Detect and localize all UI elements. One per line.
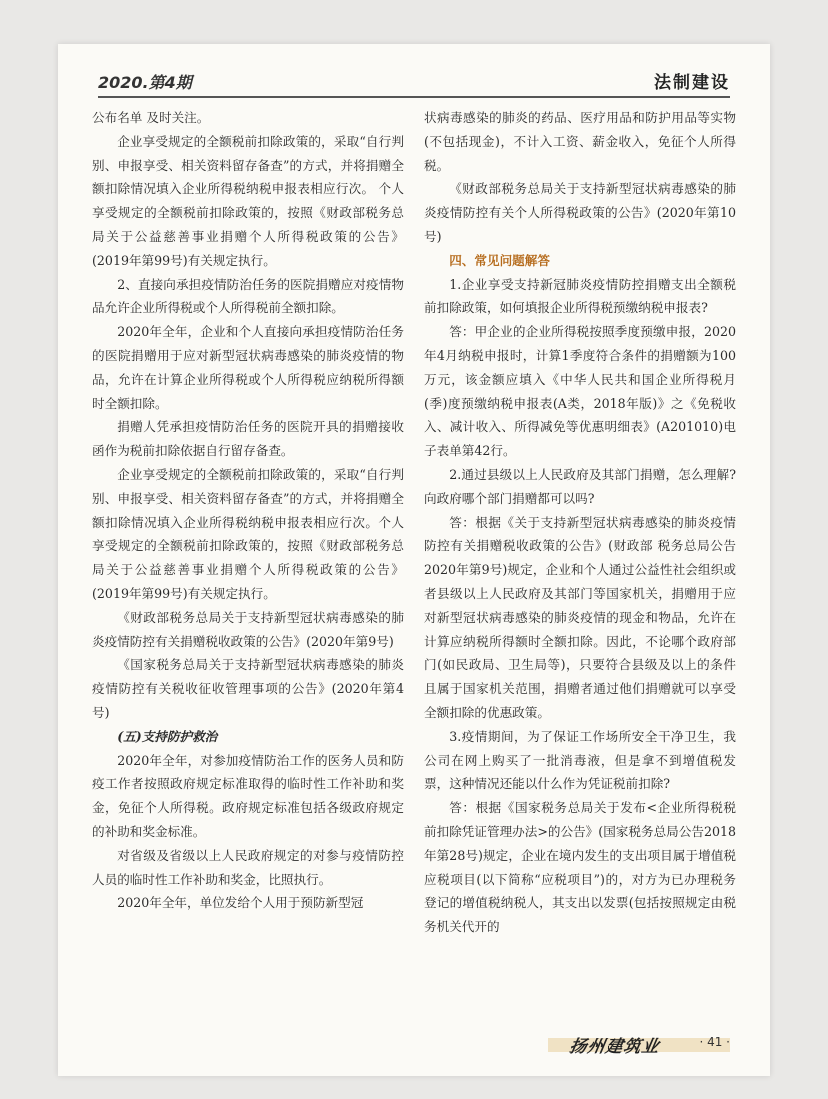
journal-page [58, 44, 770, 1076]
magazine-logo: 扬州建筑业 [567, 1037, 662, 1057]
paragraph: 《国家税务总局关于支持新型冠状病毒感染的肺炎疫情防控有关税收征收管理事项的公告》(2020年第4号) [92, 657, 404, 720]
paragraph: 状病毒感染的肺炎的药品、医疗用品和防护用品等实物(不包括现金)，不计入工资、薪金收入，免征个人所得税。 [424, 110, 736, 173]
page-header [98, 70, 730, 96]
paragraph: 《财政部税务总局关于支持新型冠状病毒感染的肺炎疫情防控有关捐赠税收政策的公告》(2020年第9号) [92, 609, 404, 649]
header-rule [98, 96, 730, 98]
paragraph: 公布名单 及时关注。 [92, 110, 210, 125]
page-number: · 41 · [699, 1035, 730, 1049]
issue-label: 2020.第4期 [98, 73, 192, 92]
paragraph: 答：根据《国家税务总局关于发布<企业所得税税前扣除凭证管理办法>的公告》(国家税务总局公告2018年第28号)规定，企业在境内发生的支出项目属于增值税应税项目(以下简称“应税项目”)的，对方为已办理税务登记的增值税纳税人，其支出以发票(包括按照规定由税务机关代开的 [424, 800, 736, 935]
paragraph: 《财政部税务总局关于支持新型冠状病毒感染的肺炎疫情防控有关个人所得税政策的公告》(2020年第10号) [424, 181, 736, 244]
column-title: 法制建设 [654, 73, 730, 93]
paragraph: 2020年全年，企业和个人直接向承担疫情防治任务的医院捐赠用于应对新型冠状病毒感染的肺炎疫情的物品，允许在计算企业所得税或个人所得税应纳税所得额时全额扣除。 [92, 324, 404, 411]
paragraph: 1.企业享受支持新冠肺炎疫情防控捐赠支出全额税前扣除政策，如何填报企业所得税预缴纳税申报表? [424, 276, 736, 316]
paragraph: 对省级及省级以上人民政府规定的对参与疫情防控人员的临时性工作补助和奖金，比照执行。 [92, 847, 404, 887]
paragraph: 企业享受规定的全额税前扣除政策的，采取“自行判别、申报享受、相关资料留存备查”的方式，并将捐赠全额扣除情况填入企业所得税纳税申报表相应行次。 个人享受规定的全额税前扣除政策的，按照《财政部税务总局关于公益慈善事业捐赠个人所得税政策的公告》(2019年第99号)有关规定执行。 [92, 133, 404, 268]
right-column [424, 106, 736, 939]
paragraph: 企业享受规定的全额税前扣除政策的，采取“自行判别、申报享受、相关资料留存备查”的方式，并将捐赠全额扣除情况填入企业所得税纳税申报表相应行次。个人享受规定的全额税前扣除政策的，按照《财政部税务总局关于公益慈善事业捐赠个人所得税政策的公告》(2019年第99号)有关规定执行。 [92, 466, 404, 601]
paragraph: 3.疫情期间，为了保证工作场所安全干净卫生，我公司在网上购买了一批消毒液，但是拿不到增值税发票，这种情况还能以什么作为凭证税前扣除? [424, 728, 736, 792]
paragraph: 2020年全年，单位发给个人用于预防新型冠 [117, 895, 364, 911]
paragraph: 2.通过县级以上人民政府及其部门捐赠，怎么理解?向政府哪个部门捐赠都可以吗? [424, 466, 736, 506]
paragraph: 四、常见问题解答 [449, 252, 550, 268]
paragraph: (五)支持防护救治 [117, 728, 218, 744]
page-footer [438, 1034, 730, 1056]
article-body [92, 106, 736, 1036]
paragraph: 2020年全年，对参加疫情防治工作的医务人员和防疫工作者按照政府规定标准取得的临时性工作补助和奖金，免征个人所得税。政府规定标准包括各级政府规定的补助和奖金标准。 [92, 752, 404, 839]
left-column [92, 106, 404, 915]
paragraph: 答：甲企业的企业所得税按照季度预缴申报，2020年4月纳税申报时，计算1季度符合条件的捐赠额为100万元，该金额应填入《中华人民共和国企业所得税月(季)度预缴纳税申报表(A类，2018年版)》之《免税收入、减计收入、所得减免等优惠明细表》(A201010)电子表单第42行。 [424, 324, 736, 459]
paragraph: 答：根据《关于支持新型冠状病毒感染的肺炎疫情防控有关捐赠税收政策的公告》(财政部 税务总局公告2020年第9号)规定，企业和个人通过公益性社会组织或者县级以上人民政府及其部门等国家机关，捐赠用于应对新型冠状病毒感染的肺炎疫情的现金和物品，允许在计算应纳税所得额时全额扣除。因此，不论哪个政府部门(如民政局、卫生局等)，只要符合县级及以上的条件且属于国家机关范围，捐赠者通过他们捐赠就可以享受全额扣除的优惠政策。 [424, 514, 736, 720]
paragraph: 2、直接向承担疫情防治任务的医院捐赠应对疫情物品允许企业所得税或个人所得税前全额扣除。 [92, 276, 404, 316]
paragraph: 捐赠人凭承担疫情防治任务的医院开具的捐赠接收函作为税前扣除依据自行留存备查。 [92, 419, 404, 459]
